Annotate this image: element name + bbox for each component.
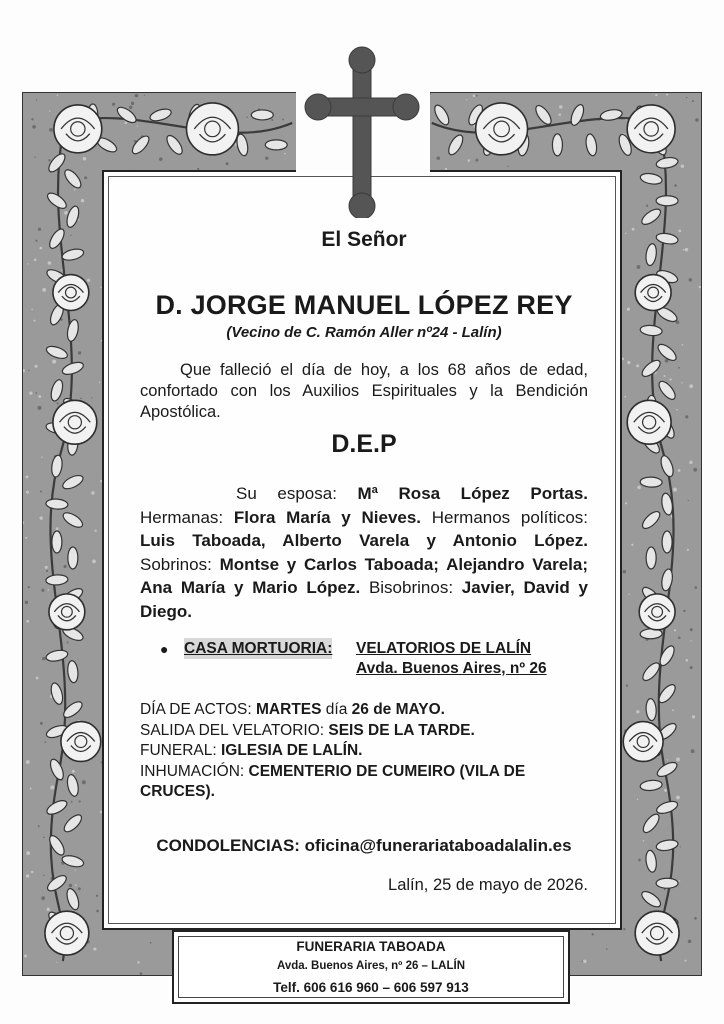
acts-day-label: DÍA DE ACTOS: [140,701,257,718]
residence: (Vecino de C. Ramón Aller nº24 - Lalín) [226,324,502,341]
deceased-name: D. JORGE MANUEL LÓPEZ REY [155,290,573,320]
departure-value: SEIS DE LA TARDE. [328,721,475,739]
family-list [140,482,588,623]
company-name: FUNERARIA TABOADA [296,939,446,954]
greatnephews: Javier, David y Diego. [140,578,588,621]
acts-day-mid: día [321,701,352,718]
acts-burial [140,762,588,803]
acts-details [140,700,588,803]
company-phones: Telf. 606 616 960 – 606 597 913 [273,980,469,995]
acts-day-date: 26 de MAYO. [351,701,445,718]
acts-day-weekday: MARTES [256,701,322,718]
dep-mark: D.E.P [331,430,397,458]
condolences[interactable]: CONDOLENCIAS: oficina@funerariataboadalalin.es [156,836,572,855]
company-address: Avda. Buenos Aires, nº 26 – LALÍN [276,960,466,972]
sisters-label: Hermanas: [140,507,234,527]
acts-funeral [140,741,588,762]
spouse-label: Su esposa: [236,484,358,503]
acts-day [140,700,588,721]
nephews-label: Sobrinos: [140,554,220,574]
heading: El Señor [321,228,407,251]
departure-label: SALIDA DEL VELATORIO: [140,721,329,739]
sisters: Flora María y Nieves. [233,507,422,527]
casa-address: Avda. Buenos Aires, nº 26 [356,660,547,677]
cross-icon [304,46,420,218]
date-line: Lalín, 25 de mayo de 2026. [388,876,588,894]
inlaws-label: Hermanos políticos: [421,507,588,527]
spouse: Mª Rosa López Portas. [357,484,589,503]
footer-box [172,930,570,1004]
acts-departure [140,721,588,742]
burial-value: CEMENTERIO DE CUMEIRO (VILA DE CRUCES). [140,762,526,800]
casa-name: VELATORIOS DE LALÍN [356,640,532,657]
nephews: Montse y Carlos Taboada; Alejandro Varela; Ana María y Mario López. [140,554,588,597]
casa-label: CASA MORTUORIA: [184,640,333,657]
greatnephews-label: Bisobrinos: [360,578,462,597]
funeral-value: IGLESIA DE LALÍN. [220,742,363,759]
inlaws: Luis Taboada, Alberto Varela y Antonio López. [140,531,588,550]
funeral-label: FUNERAL: [140,742,221,759]
burial-label: INHUMACIÓN: [140,762,249,780]
bullet-icon: ● [160,641,169,657]
passing-text: Que falleció el día de hoy, a los 68 años de edad, confortado con los Auxilios Espirituales y la Bendición Apostólica. [140,361,588,421]
